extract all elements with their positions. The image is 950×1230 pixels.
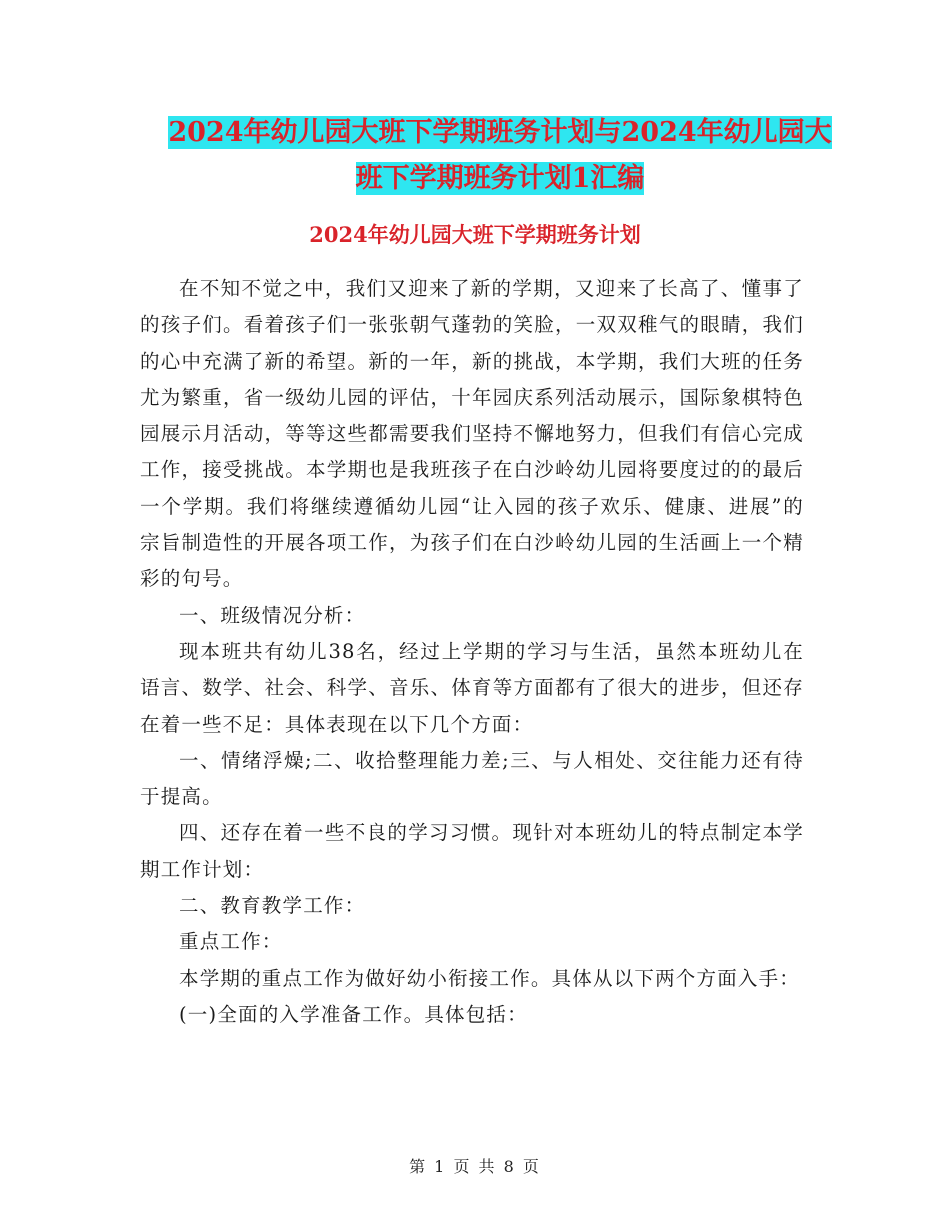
title-line-1: 2024年幼儿园大班下学期班务计划与2024年幼儿园大	[168, 117, 832, 148]
page-number: 第 1 页 共 8 页	[409, 1157, 541, 1176]
paragraph-class-status: 现本班共有幼儿38名，经过上学期的学习与生活，虽然本班幼儿在语言、数学、社会、科学、音乐、体育等方面都有了很大的进步，但还存在着一些不足：具体表现在以下几个方面：	[140, 639, 804, 736]
document-body	[140, 271, 804, 1033]
heading-class-analysis: 一、班级情况分析：	[179, 603, 366, 627]
document-title	[140, 110, 860, 202]
paragraph-preparation: (一)全面的入学准备工作。具体包括：	[179, 1002, 528, 1026]
section-title: 2024年幼儿园大班下学期班务计划	[309, 222, 641, 247]
heading-key-work: 重点工作：	[179, 930, 283, 954]
paragraph-intro: 在不知不觉之中，我们又迎来了新的学期，又迎来了长高了、懂事了的孩子们。看着孩子们一张张朝气蓬勃的笑脸，一双双稚气的眼睛，我们的心中充满了新的希望。新的一年，新的挑战，本学期，我们大班的任务尤为繁重，省一级幼儿园的评估，十年园庆系列活动展示，国际象棋特色园展示月活动，等等这些都需要我们坚持不懈地努力，但我们有信心完成工作，接受挑战。本学期也是我班孩子在白沙岭幼儿园将要度过的的最后一个学期。我们将继续遵循幼儿园“让入园的孩子欢乐、健康、进展”的宗旨制造性的开展各项工作，为孩子们在白沙岭幼儿园的生活画上一个精彩的句号。	[140, 277, 804, 591]
paragraph-habits: 四、还存在着一些不良的学习习惯。现针对本班幼儿的特点制定本学期工作计划：	[140, 821, 804, 881]
paragraph-issues: 一、情绪浮燥;二、收拾整理能力差;三、与人相处、交往能力还有待于提高。	[140, 748, 804, 809]
heading-teaching-work: 二、教育教学工作：	[179, 894, 366, 918]
paragraph-key-work: 本学期的重点工作为做好幼小衔接工作。具体从以下两个方面入手：	[179, 966, 801, 990]
title-line-2: 班下学期班务计划1汇编	[355, 163, 645, 194]
